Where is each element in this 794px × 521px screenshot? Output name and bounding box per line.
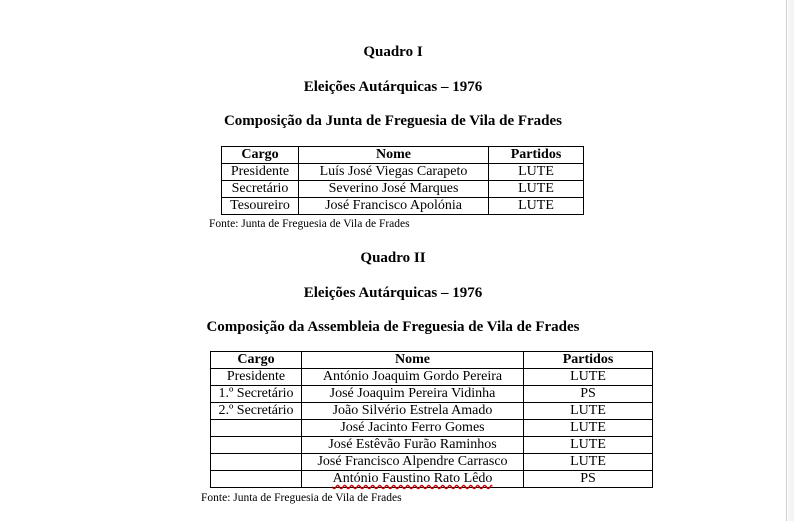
cell-cargo: Presidente — [211, 369, 302, 386]
cell-partido: LUTE — [489, 181, 584, 198]
column-header-partidos: Partidos — [489, 147, 584, 164]
table-row — [211, 471, 653, 488]
quadro1-header-row — [222, 147, 584, 164]
quadro1-table — [221, 146, 584, 215]
cell-cargo — [211, 420, 302, 437]
cell-partido: LUTE — [489, 164, 584, 181]
window-margin — [788, 0, 794, 521]
cell-nome: João Silvério Estrela Amado — [302, 403, 524, 420]
quadro1-caption: Composição da Junta de Freguesia de Vila de Frades — [223, 113, 563, 129]
quadro2-source: Fonte: Junta de Freguesia de Vila de Frades — [201, 492, 402, 504]
cell-partido: LUTE — [524, 369, 653, 386]
table-row — [211, 420, 653, 437]
cell-partido: LUTE — [524, 454, 653, 471]
cell-cargo — [211, 454, 302, 471]
quadro1-source: Fonte: Junta de Freguesia de Vila de Frades — [209, 218, 410, 230]
quadro2-caption: Composição da Assembleia de Freguesia de Vila de Frades — [206, 319, 580, 335]
column-header-cargo: Cargo — [211, 352, 302, 369]
column-header-nome: Nome — [299, 147, 489, 164]
cell-partido: LUTE — [524, 437, 653, 454]
cell-cargo — [211, 437, 302, 454]
table-row — [211, 386, 653, 403]
quadro2-header-row — [211, 352, 653, 369]
cell-partido: LUTE — [489, 198, 584, 215]
table-row — [211, 369, 653, 386]
table-row — [222, 164, 584, 181]
quadro1-heading: Quadro I — [363, 44, 423, 60]
cell-cargo — [211, 471, 302, 488]
quadro2-heading: Quadro II — [360, 250, 426, 266]
cell-nome: Luís José Viegas Carapeto — [299, 164, 489, 181]
cell-partido: LUTE — [524, 403, 653, 420]
cell-nome: José Joaquim Pereira Vidinha — [302, 386, 524, 403]
column-header-nome: Nome — [302, 352, 524, 369]
quadro1-subheading: Eleições Autárquicas – 1976 — [303, 79, 483, 95]
cell-partido: LUTE — [524, 420, 653, 437]
table-row — [211, 437, 653, 454]
cell-nome: José Francisco Apolónia — [299, 198, 489, 215]
cell-partido: PS — [524, 386, 653, 403]
table-row — [222, 181, 584, 198]
cell-nome: Severino José Marques — [299, 181, 489, 198]
cell-cargo: 1.º Secretário — [211, 386, 302, 403]
cell-cargo: Secretário — [222, 181, 299, 198]
quadro2-table — [210, 351, 653, 488]
cell-nome: José Jacinto Ferro Gomes — [302, 420, 524, 437]
cell-cargo: Presidente — [222, 164, 299, 181]
column-header-partidos: Partidos — [524, 352, 653, 369]
cell-nome: José Estêvão Furão Raminhos — [302, 437, 524, 454]
quadro2-subheading: Eleições Autárquicas – 1976 — [303, 285, 483, 301]
table-row — [211, 403, 653, 420]
cell-nome: António Joaquim Gordo Pereira — [302, 369, 524, 386]
cell-nome: José Francisco Alpendre Carrasco — [302, 454, 524, 471]
cell-cargo: Tesoureiro — [222, 198, 299, 215]
cell-partido: PS — [524, 471, 653, 488]
table-row — [222, 198, 584, 215]
page-edge-divider — [786, 0, 787, 521]
cell-cargo: 2.º Secretário — [211, 403, 302, 420]
cell-nome: António Faustino Rato Lêdo — [302, 471, 524, 488]
column-header-cargo: Cargo — [222, 147, 299, 164]
table-row — [211, 454, 653, 471]
